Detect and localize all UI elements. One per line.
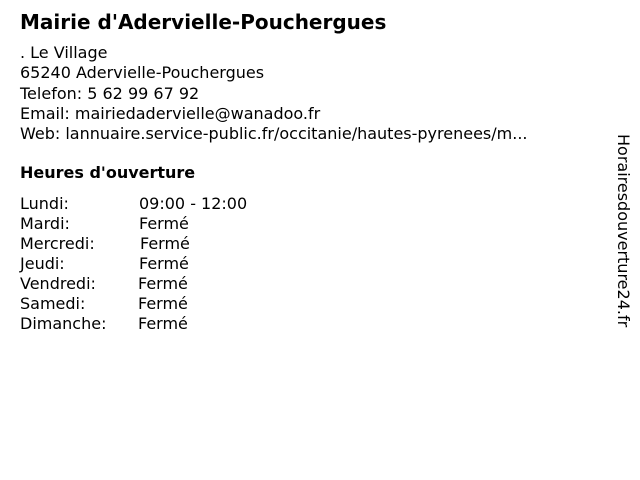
day-label: Mardi: (20, 214, 70, 233)
hours-value: 09:00 - 12:00 (139, 194, 248, 213)
page-title: Mairie d'Adervielle-Pouchergues (20, 10, 387, 34)
hours-value: Fermé (138, 294, 188, 313)
opening-hours-table (20, 194, 247, 334)
opening-hours-heading: Heures d'ouverture (20, 163, 196, 182)
hours-row-saturday (20, 294, 247, 314)
website-link[interactable]: Web: lannuaire.service-public.fr/occitanie/hautes-pyrenees/m... (20, 124, 528, 144)
hours-value: Fermé (140, 234, 190, 253)
day-label: Mercredi: (20, 234, 95, 253)
hours-value: Fermé (138, 314, 188, 333)
hours-row-sunday (20, 314, 247, 334)
hours-row-friday (20, 274, 247, 294)
watermark-text: Horairesdouverture24.fr (614, 134, 633, 328)
phone-number: Telefon: 5 62 99 67 92 (20, 83, 200, 103)
contact-info (20, 43, 527, 144)
address-city: 65240 Adervielle-Pouchergues (20, 63, 265, 83)
day-label: Jeudi: (20, 254, 65, 273)
hours-row-tuesday (20, 214, 247, 234)
site-watermark (610, 134, 636, 364)
hours-row-wednesday (20, 234, 247, 254)
hours-value: Fermé (139, 214, 189, 233)
day-label: Vendredi: (20, 274, 96, 293)
hours-row-thursday (20, 254, 247, 274)
hours-value: Fermé (139, 254, 189, 273)
day-label: Dimanche: (20, 314, 107, 333)
hours-value: Fermé (138, 274, 188, 293)
day-label: Lundi: (20, 194, 69, 213)
email-address: Email: mairiedadervielle@wanadoo.fr (20, 103, 321, 123)
hours-row-monday (20, 194, 247, 214)
address-street: . Le Village (20, 43, 108, 62)
day-label: Samedi: (20, 294, 86, 313)
